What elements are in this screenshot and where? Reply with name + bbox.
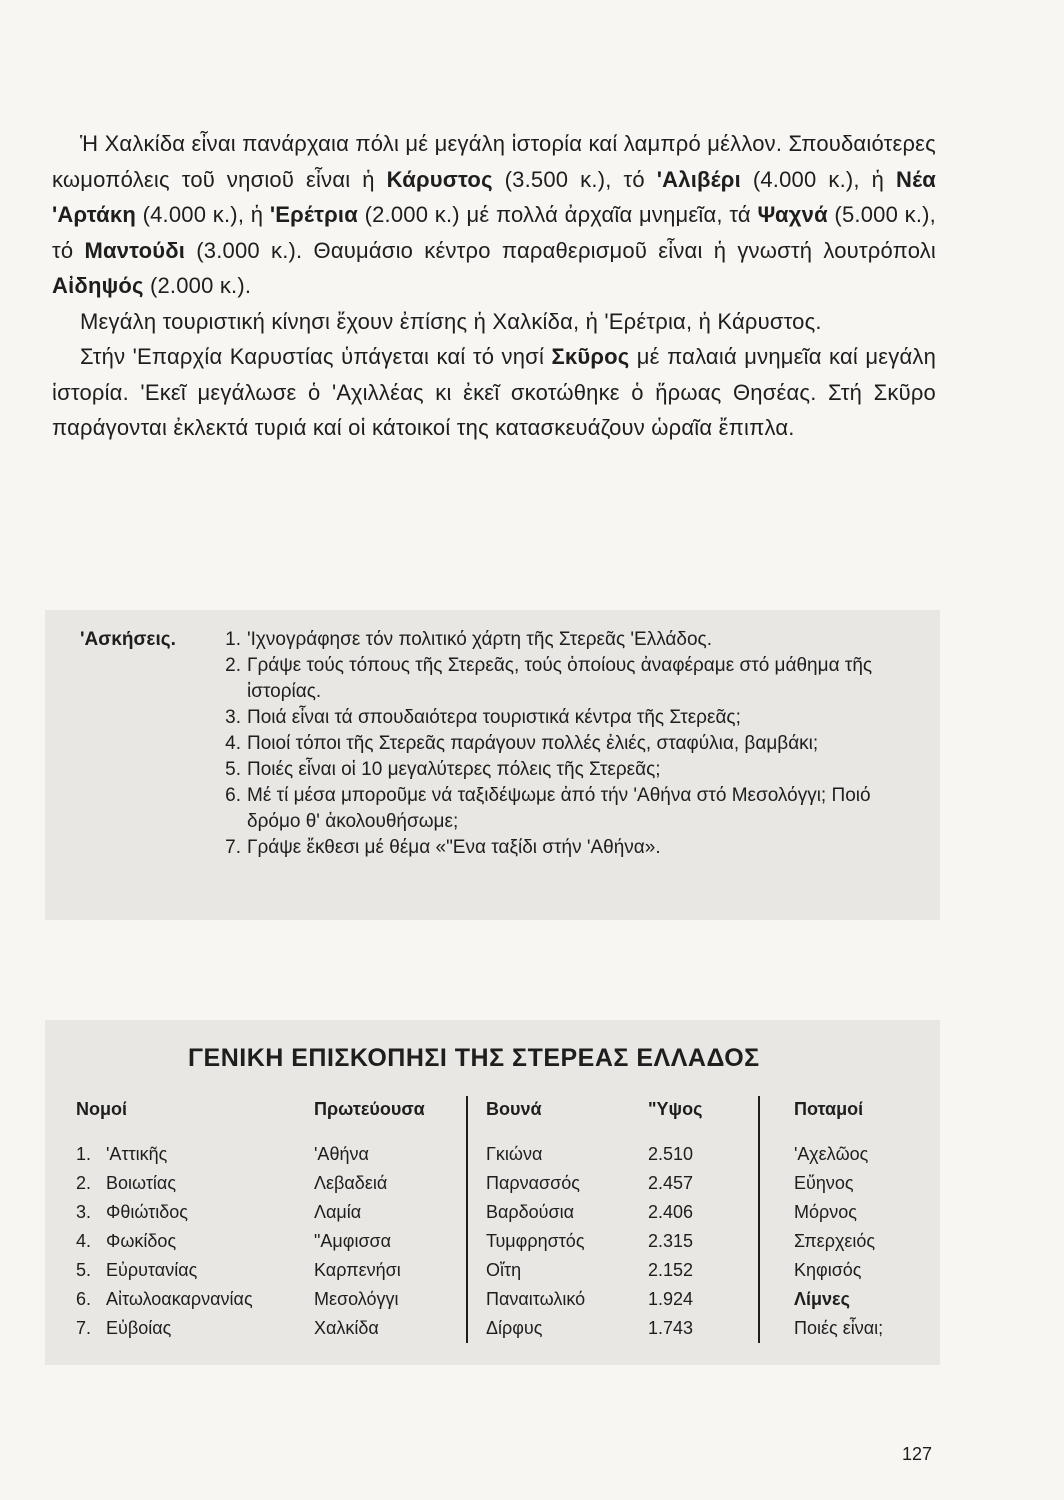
- cell-river: 'Αχελῶος: [759, 1140, 934, 1169]
- exercise-text: Γράψε τούς τόπους τῆς Στερεᾶς, τούς ὁποίους ἀναφέραμε στό μάθημα τῆς ἱστορίας.: [247, 655, 873, 702]
- exercise-item: [213, 757, 900, 783]
- cell-mountain: Οἴτη: [467, 1256, 648, 1285]
- cell-capital: Λεβαδειά: [314, 1173, 388, 1193]
- cell-nomos: [76, 1256, 314, 1285]
- row-number: 2.: [76, 1173, 92, 1193]
- bold-place-name: Κάρυστος: [386, 166, 493, 192]
- cell-height: 1.924: [648, 1289, 694, 1309]
- header-rivers: Ποταμοί: [759, 1096, 934, 1140]
- cell-nomos: [76, 1227, 314, 1256]
- cell-nomos: [76, 1314, 314, 1343]
- table-row: [76, 1140, 934, 1169]
- row-number: 4.: [76, 1231, 92, 1251]
- cell-height: 2.315: [648, 1231, 694, 1251]
- cell-capital: Καρπενήσι: [314, 1260, 401, 1280]
- exercise-number: 7.: [225, 837, 241, 858]
- cell-height: 1.743: [648, 1318, 694, 1338]
- paragraph-tourism: Μεγάλη τουριστική κίνησι ἔχουν ἐπίσης ἡ Χαλκίδα, ἡ 'Ερέτρια, ἡ Κάρυστος.: [80, 308, 822, 334]
- bold-place-name: Σκῦρος: [551, 344, 630, 369]
- table-row: [76, 1256, 934, 1285]
- exercise-number: 5.: [225, 759, 241, 780]
- overview-title: ΓΕΝΙΚΗ ΕΠΙΣΚΟΠΗΣΙ ΤΗΣ ΣΤΕΡΕΑΣ ΕΛΛΑΔΟΣ: [188, 1044, 760, 1072]
- exercise-number: 4.: [225, 733, 241, 754]
- cell-river: Ποιές εἶναι;: [759, 1314, 934, 1343]
- cell-height: 2.406: [648, 1202, 694, 1222]
- table-row: [76, 1227, 934, 1256]
- table-header-row: [76, 1096, 934, 1140]
- bold-place-name: Νέα 'Αρτάκη: [52, 166, 936, 227]
- row-number: 7.: [76, 1318, 92, 1338]
- bold-place-name: 'Αλιβέρι: [656, 166, 741, 192]
- text-run: (3.500 κ.), τό: [492, 166, 657, 192]
- exercise-item: [213, 705, 900, 731]
- cell-height: 2.510: [648, 1144, 694, 1164]
- exercise-number: 6.: [225, 785, 241, 806]
- cell-capital: Χαλκίδα: [314, 1318, 379, 1338]
- exercise-item: [213, 835, 900, 861]
- table-row: [76, 1285, 934, 1314]
- nomos-name: Βοιωτίας: [106, 1173, 177, 1193]
- nomos-name: Εὐβοίας: [106, 1318, 172, 1338]
- overview-table: [76, 1096, 934, 1343]
- table-row: [76, 1198, 934, 1227]
- table-body: [76, 1140, 934, 1343]
- cell-mountain: Βαρδούσια: [467, 1198, 648, 1227]
- cell-height: 2.152: [648, 1260, 694, 1280]
- exercise-number: 3.: [225, 707, 241, 728]
- cell-mountain: Παρνασσός: [467, 1169, 648, 1198]
- paragraph-skyros: [52, 339, 936, 446]
- nomos-name: Φθιώτιδος: [106, 1202, 188, 1222]
- nomos-name: Αἰτωλοακαρνανίας: [106, 1289, 253, 1309]
- exercises-list: [213, 627, 900, 861]
- cell-capital: "Αμφισσα: [314, 1231, 392, 1251]
- exercise-text: 'Ιχνογράφησε τόν πολιτικό χάρτη τῆς Στερεᾶς 'Ελλάδος.: [247, 629, 712, 650]
- text-run: Ἡ Χαλκίδα εἶναι πανάρχαια πόλι μέ μεγάλη ἱστορία καί λαμπρό μέλλον. Σπουδαιότερες κωμοπόλεις τοῦ νησιοῦ εἶναι ἡ: [52, 131, 936, 192]
- text-run: (3.000 κ.). Θαυμάσιο κέντρο παραθερισμοῦ εἶναι ἡ γνωστή λουτρόπολι: [185, 237, 936, 263]
- exercises-section: [80, 627, 900, 861]
- cell-river: Λίμνες: [759, 1285, 934, 1314]
- header-height: "Υψος: [648, 1098, 703, 1119]
- cell-mountain: Γκιώνα: [467, 1140, 648, 1169]
- header-mountains: Βουνά: [467, 1096, 648, 1140]
- exercise-text: Μέ τί μέσα μποροῦμε νά ταξιδέψωμε ἀπό τήν 'Αθήνα στό Μεσολόγγι; Ποιό δρόμο θ' ἀκολουθήσωμε;: [247, 785, 871, 832]
- exercise-text: Ποιές εἶναι οἱ 10 μεγαλύτερες πόλεις τῆς Στερεᾶς;: [247, 759, 661, 780]
- main-text: [52, 126, 936, 446]
- nomos-name: Φωκίδος: [106, 1231, 177, 1251]
- table-row: [76, 1169, 934, 1198]
- bold-place-name: 'Ερέτρια: [269, 202, 358, 227]
- exercise-text: Γράψε ἔκθεσι μέ θέμα «"Ενα ταξίδι στήν 'Αθήνα».: [247, 837, 661, 858]
- cell-nomos: [76, 1198, 314, 1227]
- cell-river: Σπερχειός: [759, 1227, 934, 1256]
- cell-river: Κηφισός: [759, 1256, 934, 1285]
- row-number: 1.: [76, 1144, 92, 1164]
- cell-mountain: Τυμφρηστός: [467, 1227, 648, 1256]
- text-run: (4.000 κ.), ἡ: [740, 166, 897, 192]
- cell-river: Μόρνος: [759, 1198, 934, 1227]
- cell-capital: Λαμία: [314, 1202, 362, 1222]
- exercise-item: [213, 653, 900, 705]
- exercise-item: [213, 783, 900, 835]
- row-number: 6.: [76, 1289, 92, 1309]
- exercise-item: [213, 627, 900, 653]
- exercises-heading: 'Ασκήσεις.: [80, 629, 176, 650]
- bold-place-name: Μαντούδι: [84, 237, 186, 263]
- text-run: (5.000 κ.), τό: [52, 202, 936, 263]
- page-number: 127: [902, 1444, 933, 1464]
- text-run: μέ παλαιά μνημεῖα καί μεγάλη ἱστορία. 'Εκεῖ μεγάλωσε ὁ 'Αχιλλέας κι ἐκεῖ σκοτώθηκε ὁ ἥρωας Θησέας. Στή Σκῦρο παράγονται ἐκλεκτά τυριά καί οἱ κάτοικοί της κατασκευάζουν ὡραῖα ἔπιπλα.: [52, 344, 936, 440]
- exercise-item: [213, 731, 900, 757]
- text-run: (2.000 κ.).: [143, 273, 252, 298]
- table-row: [76, 1314, 934, 1343]
- exercise-number: 2.: [225, 655, 241, 676]
- text-run: Στήν 'Επαρχία Καρυστίας ὑπάγεται καί τό νησί: [80, 344, 552, 369]
- nomos-name: Εὐρυτανίας: [106, 1260, 198, 1280]
- cell-river: Εὔηνος: [759, 1169, 934, 1198]
- row-number: 5.: [76, 1260, 92, 1280]
- cell-nomos: [76, 1169, 314, 1198]
- text-run: (2.000 κ.) μέ πολλά ἀρχαῖα μνημεῖα, τά: [357, 202, 758, 227]
- exercise-text: Ποιά εἶναι τά σπουδαιότερα τουριστικά κέντρα τῆς Στερεᾶς;: [247, 707, 741, 728]
- paragraph-chalkida: [52, 126, 936, 304]
- row-number: 3.: [76, 1202, 92, 1222]
- header-capital: Πρωτεύουσα: [314, 1098, 425, 1119]
- cell-mountain: Παναιτωλικό: [467, 1285, 648, 1314]
- cell-nomos: [76, 1285, 314, 1314]
- bold-place-name: Ψαχνά: [757, 202, 828, 227]
- cell-nomos: [76, 1140, 314, 1169]
- cell-mountain: Δίρφυς: [467, 1314, 648, 1343]
- text-run: (4.000 κ.), ἡ: [135, 202, 270, 227]
- cell-capital: 'Αθήνα: [314, 1144, 369, 1164]
- nomos-name: 'Αττικῆς: [106, 1144, 168, 1164]
- exercise-text: Ποιοί τόποι τῆς Στερεᾶς παράγουν πολλές ἐλιές, σταφύλια, βαμβάκι;: [247, 733, 819, 754]
- exercise-number: 1.: [225, 629, 241, 650]
- cell-capital: Μεσολόγγι: [314, 1289, 399, 1309]
- header-nomoi: Νομοί: [76, 1098, 128, 1119]
- bold-place-name: Αἰδηψός: [52, 273, 144, 298]
- cell-height: 2.457: [648, 1173, 694, 1193]
